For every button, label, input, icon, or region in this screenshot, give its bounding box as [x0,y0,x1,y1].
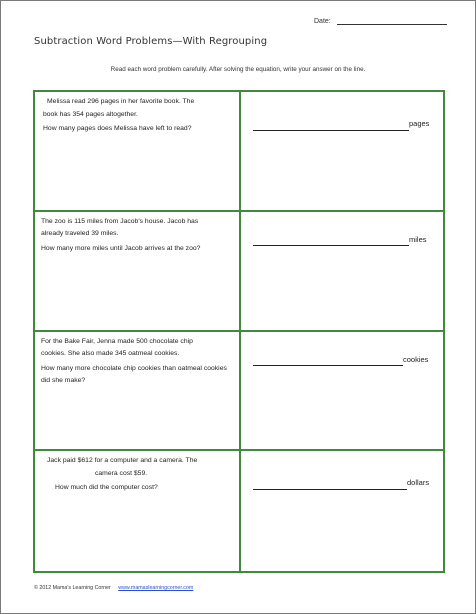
answer-line-1[interactable] [253,122,409,131]
answer-cell-3 [241,332,443,452]
problem-3-line1: For the Bake Fair, Jenna made 500 chocolate chip [41,337,193,345]
problem-2-line1: The zoo is 115 miles from Jacob's house. Jacob has [41,217,199,225]
problem-2-line2: already traveled 39 miles. [41,230,119,238]
answer-1 [253,118,429,131]
problem-1-line1: Melissa read 296 pages in her favorite book. The [47,98,195,105]
problem-3 [35,332,241,452]
answer-cell-4 [241,451,443,571]
problem-4-question: How much did the computer cost? [55,484,158,492]
problem-4-line1: Jack paid $612 for a computer and a camera. The [47,457,198,465]
answer-line-3[interactable] [253,357,403,366]
problem-1-question: How many pages does Melissa have left to read? [43,125,192,132]
answer-line-2[interactable] [253,237,409,246]
footer [34,585,193,591]
problem-1-line2: book has 354 pages altogether. [43,110,138,118]
answer-line-4[interactable] [253,481,407,490]
answer-3 [253,354,428,367]
problem-3-line2: cookies. She also made 345 oatmeal cookies. [41,350,180,357]
problem-3-question: How many more chocolate chip cookies than oatmeal cookies did she make? [41,364,227,384]
date-field [314,16,447,25]
problem-4-line2: camera cost $59. [95,469,148,477]
copyright-text: © 2012 Mama's Learning Corner [34,585,111,591]
answer-unit-1: pages [409,119,430,128]
problem-1 [35,92,241,212]
instructions: Read each word problem carefully. After solving the equation, write your answer on the line. [110,66,366,73]
answer-unit-3: cookies [403,354,429,364]
problem-2-question: How many more miles until Jacob arrives at the zoo? [41,244,201,252]
answer-unit-2: miles [409,234,427,244]
problem-2 [35,212,241,332]
answer-cell-1 [241,92,443,212]
date-line[interactable] [337,16,447,25]
worksheet-title: Subtraction Word Problems—With Regrouping [34,36,268,47]
answer-unit-4: dollars [407,478,430,488]
problems-grid [33,90,445,573]
problem-4 [35,451,241,571]
answer-4 [253,477,429,490]
answer-cell-2 [241,212,443,332]
website-link[interactable]: www.mamaslearningcorner.com [118,585,194,591]
date-label: Date: [314,18,331,25]
answer-2 [253,234,427,247]
